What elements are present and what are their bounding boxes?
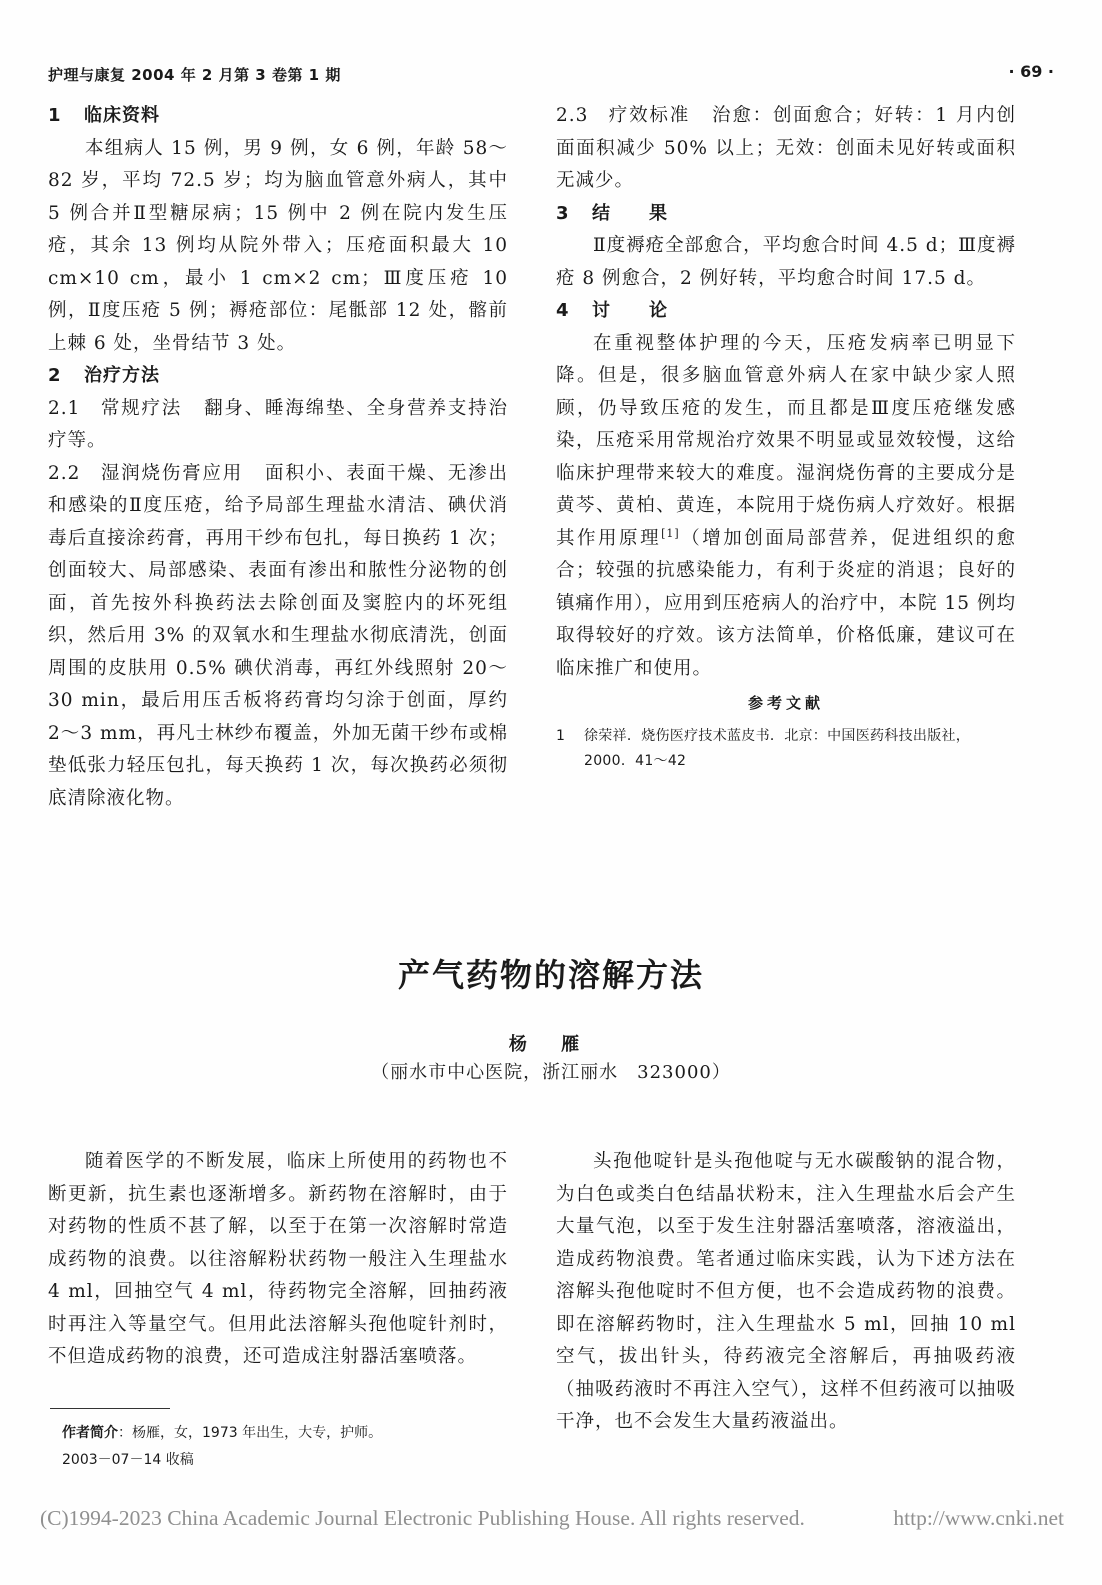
paragraph-clinical-data: 本组病人 15 例，男 9 例，女 6 例，年龄 58～82 岁，平均 72.5 岁；均为脑血管意外病人，其中 5 例合并Ⅱ型糖尿病；15 例中 2 例在院内发生压疮，其余 13 例均从院外带入；压疮面积最大 10 cm×10 cm，最小 1 cm×2 cm；Ⅲ度压疮 10 例，Ⅱ度压疮 5 例；褥疮部位：尾骶部 12 处，髂前上棘 6 处，坐骨结节 3 处。 [48, 137, 508, 354]
references-heading: 参考文献 [747, 694, 824, 712]
section-heading-4: 4 讨 论 [556, 300, 668, 321]
running-header: 护理与康复 2004 年 2 月第 3 卷第 1 期 [48, 66, 341, 84]
paragraph-method: 头孢他啶针是头孢他啶与无水碳酸钠的混合物，为白色或类白色结晶状粉末，注入生理盐水后会产生大量气泡，以至于发生注射器活塞喷落，溶液溢出，造成药物浪费。笔者通过临床实践，认为下述方法在溶解头孢他啶时不但方便，也不会造成药物的浪费。即在溶解药物时，注入生理盐水 5 ml，回抽 10 ml 空气，拔出针头，待药液完全溶解后，再抽吸药液（抽吸药液时不再注入空气），这样不但药液可以抽吸干净，也不会发生大量药液溢出。 [556, 1151, 1016, 1432]
paragraph-discussion: 在重视整体护理的今天，压疮发病率已明显下降。但是，很多脑血管意外病人在家中缺少家人照顾，仍导致压疮的发生，而且都是Ⅲ度压疮继发感染，压疮采用常规治疗效果不明显或显效较慢，这给临床护理带来较大的难度。湿润烧伤膏的主要成分是黄芩、黄柏、黄连，本院用于烧伤病人疗效好。根据其作用原理[1]（增加创面局部营养，促进组织的愈合；较强的抗感染能力，有利于炎症的消退；良好的镇痛作用），应用到压疮病人的治疗中，本院 15 例均取得较好的疗效。该方法简单，价格低廉，建议可在临床推广和使用。 [556, 332, 1016, 679]
article-title: 产气药物的溶解方法 [397, 956, 704, 994]
copyright-text: (C)1994-2023 China Academic Journal Electronic Publishing House. All rights reserved. [40, 1506, 805, 1530]
subsection-2-1: 2.1 常规疗法 翻身、睡海绵垫、全身营养支持治疗等。 [48, 397, 508, 451]
footnote-divider [50, 1408, 170, 1409]
cnki-link[interactable]: http://www.cnki.net [893, 1506, 1064, 1530]
section-heading-3: 3 结 果 [556, 202, 668, 224]
left-column-top [48, 100, 508, 815]
footnote-text: ：杨雁，女，1973 年出生，大专，护师。 [118, 1425, 383, 1441]
section-heading-1: 1 临床资料 [48, 105, 160, 126]
left-column-bottom [48, 1146, 508, 1374]
section-heading-2: 2 治疗方法 [48, 365, 160, 386]
subsection-2-2: 2.2 湿润烧伤膏应用 面积小、表面干燥、无渗出和感染的Ⅱ度压疮，给予局部生理盐水清洁、碘伏消毒后直接涂药膏，再用干纱布包扎，每日换药 1 次；创面较大、局部感染、表面有渗出和脓性分泌物的创面，首先按外科换药法去除创面及窦腔内的坏死组织，然后用 3% 的双氧水和生理盐水彻底清洗，创面周围的皮肤用 0.5% 碘伏消毒，再红外线照射 20～30 min，最后用压舌板将药膏均匀涂于创面，厚约 2～3 mm，再凡士林纱布覆盖，外加无菌干纱布或棉垫低张力轻压包扎，每天换药 1 次，每次换药必须彻底清除液化物。 [48, 462, 508, 809]
copyright-watermark [40, 1506, 1064, 1531]
reference-item: 1 徐荣祥．烧伤医疗技术蓝皮书．北京：中国医药科技出版社，2000．41～42 [556, 727, 971, 769]
author-footnote [62, 1420, 382, 1474]
paragraph-intro: 随着医学的不断发展，临床上所使用的药物也不断更新，抗生素也逐渐增多。新药物在溶解时，由于对药物的性质不甚了解，以至于在第一次溶解时常造成药物的浪费。以往溶解粉状药物一般注入生理盐水 4 ml，回抽空气 4 ml，待药物完全溶解，回抽药液时再注入等量空气。但用此法溶解头孢他啶针剂时，不但造成药物的浪费，还可造成注射器活塞喷落。 [48, 1151, 508, 1367]
right-column-bottom [556, 1146, 1016, 1439]
right-column-top [556, 100, 1016, 774]
footnote-label: 作者简介 [62, 1425, 118, 1441]
subsection-2-3: 2.3 疗效标准 治愈：创面愈合；好转：1 月内创面面积减少 50% 以上；无效：创面未见好转或面积无减少。 [556, 105, 1016, 191]
paragraph-results: Ⅱ度褥疮全部愈合，平均愈合时间 4.5 d；Ⅲ度褥疮 8 例愈合，2 例好转，平均愈合时间 17.5 d。 [556, 235, 1016, 289]
citation-ref-1[interactable]: [1] [661, 526, 680, 540]
article-author: 杨 雁 [508, 1034, 594, 1055]
page-number: · 69 · [1008, 62, 1054, 81]
received-date: 2003－07－14 收稿 [62, 1452, 194, 1468]
article-affiliation: （丽水市中心医院，浙江丽水 323000） [371, 1062, 731, 1083]
